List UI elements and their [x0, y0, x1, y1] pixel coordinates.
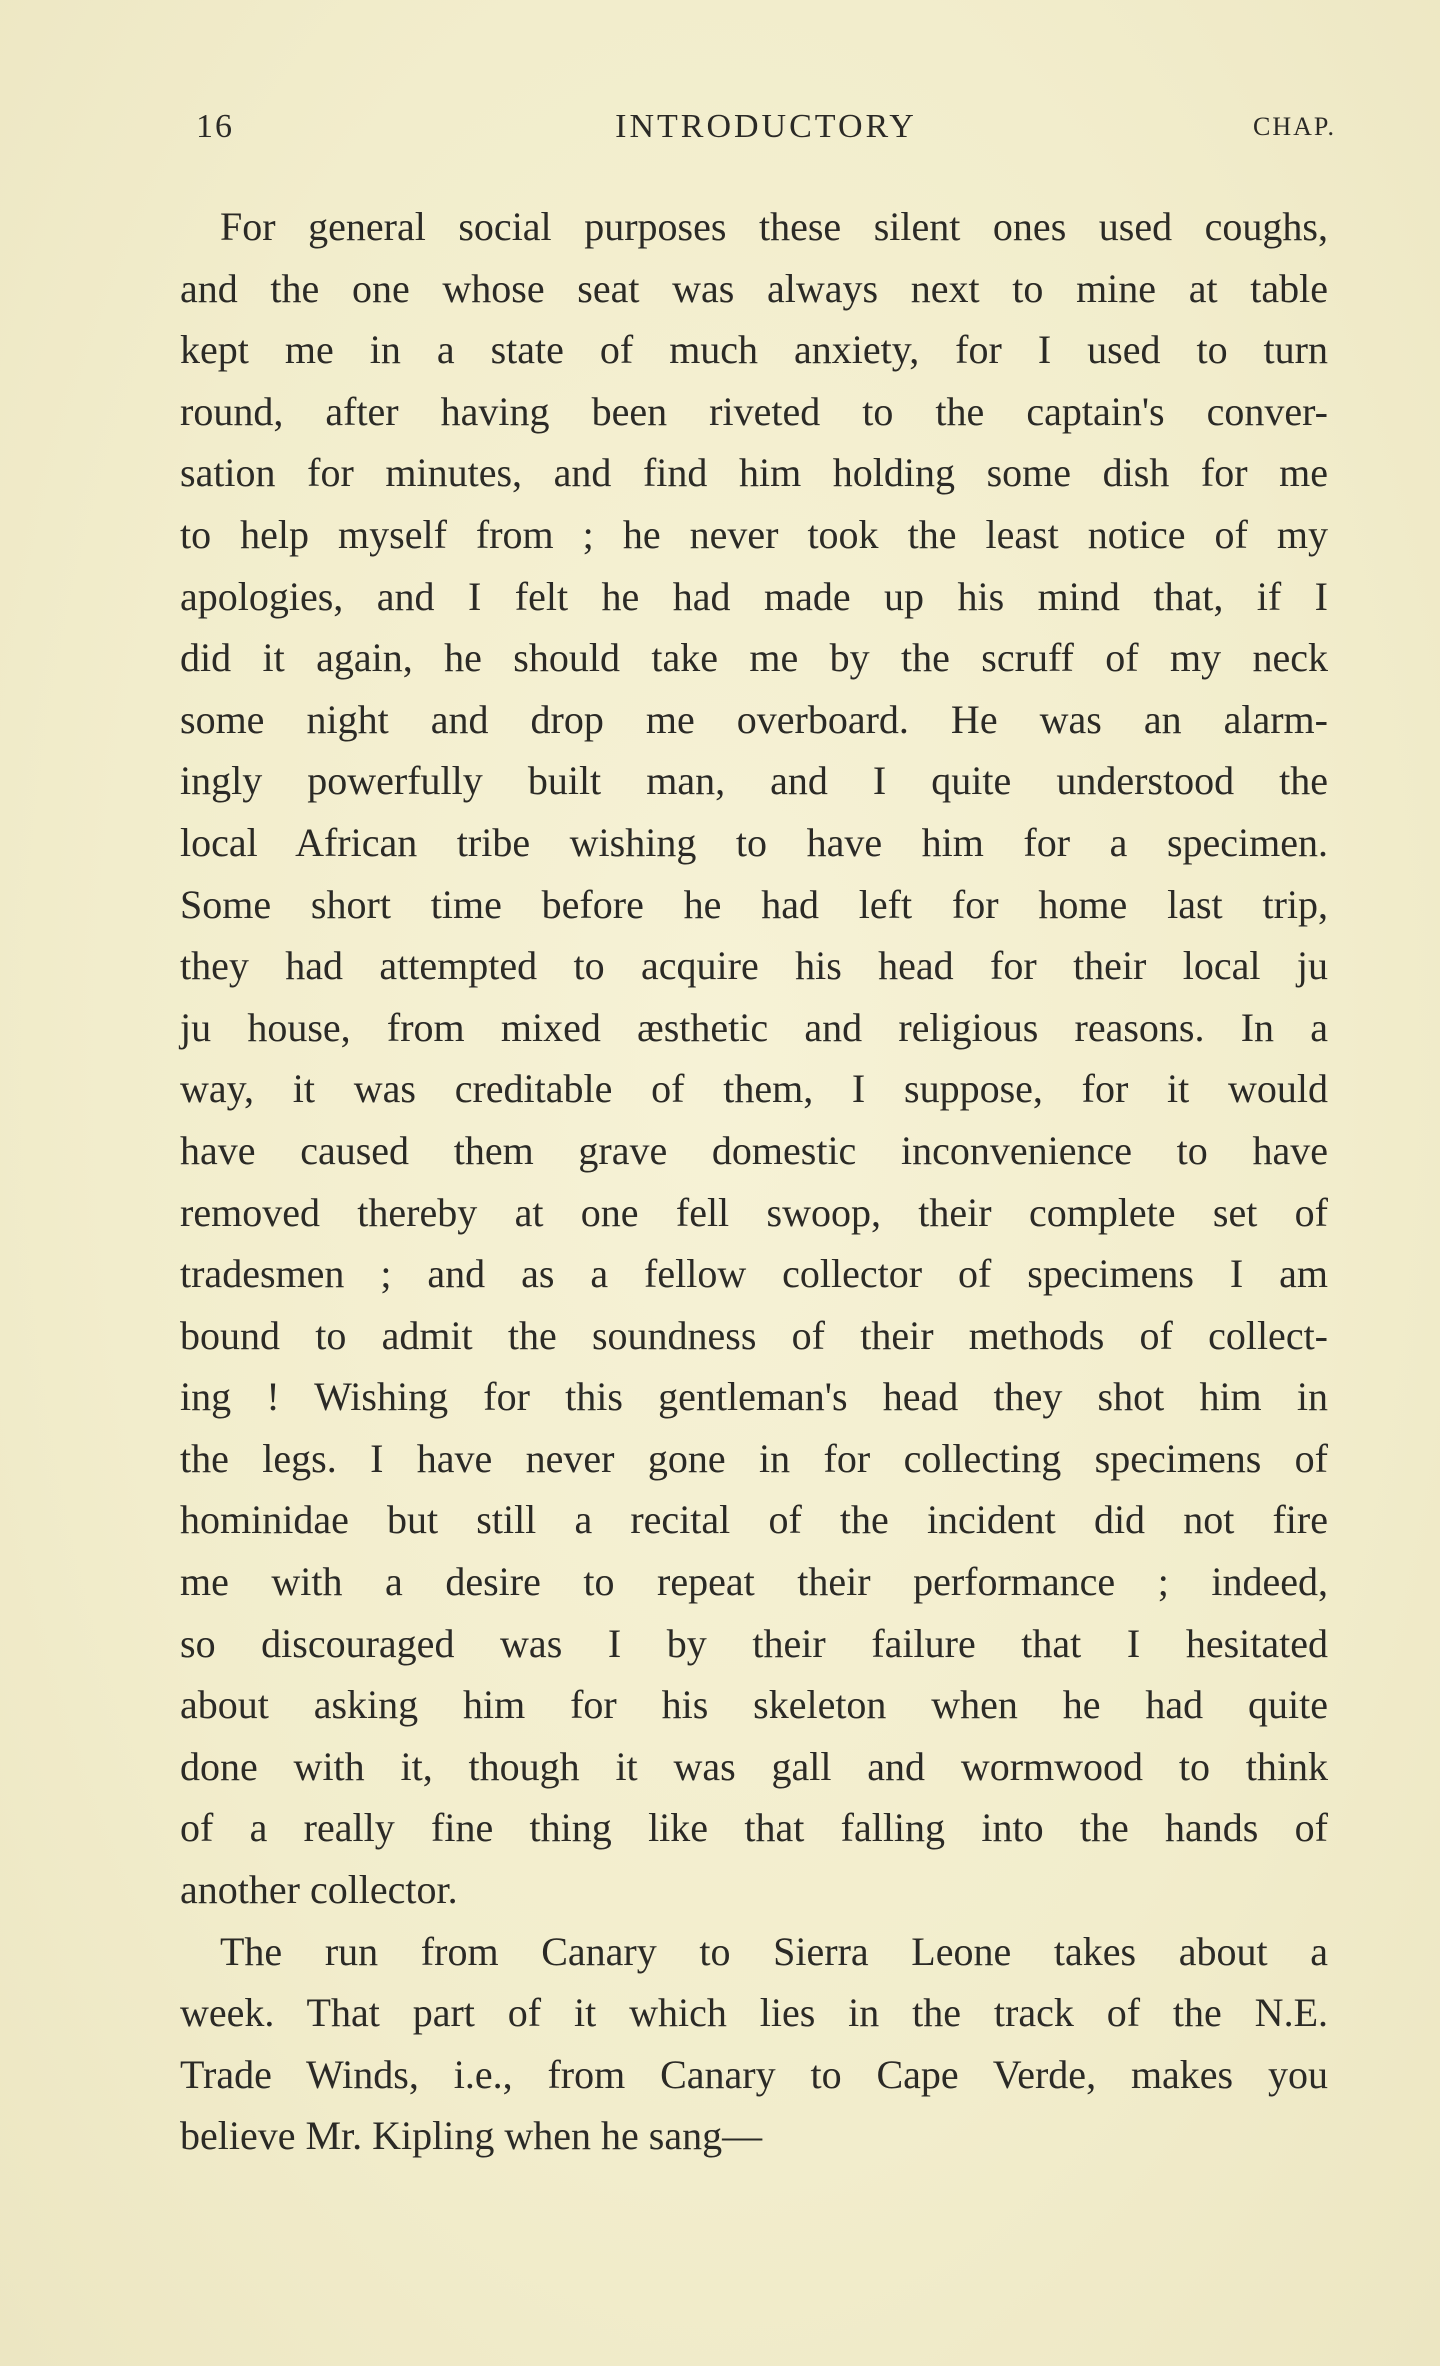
text-line: sation for minutes, and find him holding some dish for me: [180, 450, 1328, 496]
text-line: did it again, he should take me by the scruff of my neck: [180, 635, 1328, 681]
text-line: the legs. I have never gone in for collecting specimens of: [180, 1435, 1328, 1481]
text-line: so discouraged was I by their failure that I hesitated: [180, 1620, 1328, 1666]
text-line: The run from Canary to Sierra Leone takes about a: [220, 1928, 1328, 1974]
text-line: kept me in a state of much anxiety, for I used to turn: [180, 327, 1328, 373]
text-line: some night and drop me overboard. He was an alarm-: [180, 696, 1328, 742]
text-line: For general social purposes these silent ones used coughs,: [220, 204, 1328, 249]
text-line: to help myself from ; he never took the least notice of my: [180, 511, 1328, 557]
running-head: [196, 108, 1336, 158]
text-line: Some short time before he had left for home last trip,: [180, 881, 1328, 927]
text-line: round, after having been riveted to the captain's conver-: [180, 388, 1328, 434]
text-line: and the one whose seat was always next to mine at table: [180, 265, 1328, 311]
text-line: about asking him for his skeleton when he had quite: [180, 1682, 1328, 1728]
text-line: bound to admit the soundness of their methods of collect-: [180, 1312, 1328, 1358]
text-line: ju house, from mixed æsthetic and religious reasons. In a: [180, 1004, 1328, 1050]
paragraph-1: [180, 196, 1328, 1921]
text-line: hominidae but still a recital of the incident did not fire: [180, 1497, 1328, 1543]
text-line: they had attempted to acquire his head for their local ju: [180, 943, 1328, 989]
text-line: ing ! Wishing for this gentleman's head they shot him in: [180, 1374, 1328, 1420]
text-line: week. That part of it which lies in the track of the N.E.: [180, 1990, 1328, 2036]
text-line: tradesmen ; and as a fellow collector of specimens I am: [180, 1251, 1328, 1297]
text-line: Trade Winds, i.e., from Canary to Cape Verde, makes you: [180, 2051, 1328, 2097]
page-number: 16: [196, 108, 234, 145]
chapter-label: CHAP.: [1253, 112, 1336, 141]
text-line: local African tribe wishing to have him for a specimen.: [180, 819, 1328, 865]
text-line: done with it, though it was gall and wormwood to think: [180, 1743, 1328, 1789]
text-line: have caused them grave domestic inconvenience to have: [180, 1127, 1328, 1173]
section-title: INTRODUCTORY: [615, 108, 917, 145]
paragraph-2: [180, 1921, 1328, 2167]
text-line: apologies, and I felt he had made up his mind that, if I: [180, 573, 1328, 619]
text-line: another collector.: [180, 1867, 458, 1913]
text-line: of a really fine thing like that falling into the hands of: [180, 1805, 1328, 1851]
text-line: believe Mr. Kipling when he sang—: [180, 2113, 763, 2159]
body-text: [180, 196, 1328, 2167]
text-line: removed thereby at one fell swoop, their complete set of: [180, 1189, 1328, 1235]
text-line: ingly powerfully built man, and I quite understood the: [180, 758, 1328, 804]
text-line: way, it was creditable of them, I suppose, for it would: [180, 1066, 1328, 1112]
text-line: me with a desire to repeat their performance ; indeed,: [180, 1559, 1328, 1605]
